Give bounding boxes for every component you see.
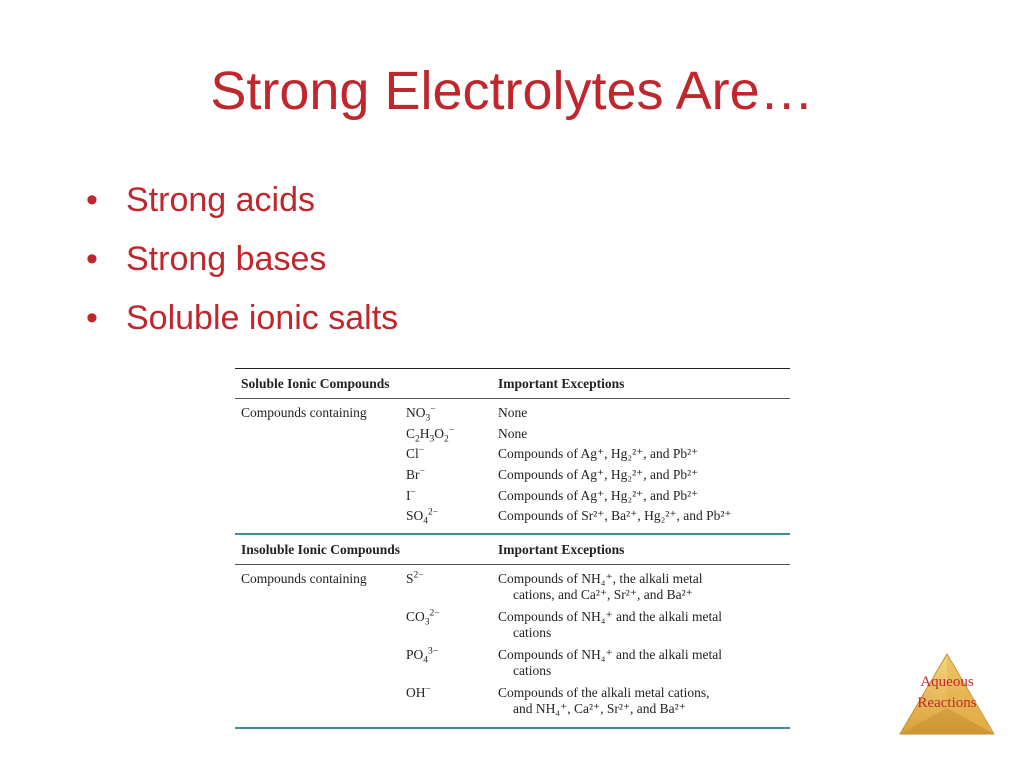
table-row [235,508,790,529]
bullet-item [86,180,398,239]
table-row [235,571,790,609]
row-label: Compounds containing [241,405,367,420]
bullet-text: Soluble ionic salts [126,299,399,337]
exception-cell: Compounds of NH₄⁺ and the alkali metal cations [498,609,723,641]
insoluble-header: Insoluble Ionic Compounds [241,541,401,557]
bullet-text: Strong bases [126,240,327,278]
ion-formula: $NO_3^-$ [406,404,436,424]
soluble-header-row [235,369,790,398]
bullet-text: Strong acids [126,181,315,219]
ion-formula: $PO_4^{3-}$ [406,646,439,666]
exceptions-header: Important Exceptions [498,375,625,391]
insoluble-header-row [235,535,790,564]
exception-cell: None [498,425,528,441]
exception-cell: None [498,405,528,420]
exceptions-header: Important Exceptions [498,541,625,557]
exception-cell: Compounds of Ag⁺, Hg₂²⁺, and Pb²⁺ [498,487,699,503]
bullet-list [86,180,398,357]
solubility-table [235,368,790,729]
ion-formula: $S^{2-}$ [406,570,424,587]
table-row [235,446,790,467]
exception-cell: Compounds of NH₄⁺, the alkali metal cations, and Ca²⁺, Sr²⁺, and Ba²⁺ [498,571,703,603]
ion-formula: OH− [406,684,431,701]
exception-cell: Compounds of Ag⁺, Hg₂²⁺, and Pb²⁺ [498,446,699,462]
bullet-marker: • [86,299,98,337]
table-row [235,405,790,426]
table-row [235,685,790,723]
table-row [235,647,790,685]
table-row [235,426,790,447]
table-row [235,609,790,647]
exception-cell: Compounds of Sr²⁺, Ba²⁺, Hg₂²⁺, and Pb²⁺ [498,508,732,524]
ion-formula: $CO_3^{2-}$ [406,608,440,628]
soluble-header: Soluble Ionic Compounds [241,375,390,391]
ion-formula: $SO_4^{2-}$ [406,507,439,528]
bullet-item [86,298,398,357]
row-label: Compounds containing [241,571,367,587]
soluble-section [235,399,790,533]
ion-formula: $C_2H_3O_2^-$ [406,425,455,445]
badge-label[interactable]: Aqueous Reactions [917,674,977,711]
ion-formula: Cl− [406,445,425,462]
table-row [235,467,790,488]
ion-formula: Br− [406,466,425,483]
exception-cell: Compounds of the alkali metal cations, and NH₄⁺, Ca²⁺, Sr²⁺, and Ba²⁺ [498,685,710,717]
table-rule [235,727,790,729]
insoluble-section [235,565,790,727]
exception-cell: Compounds of NH₄⁺ and the alkali metal cations [498,647,723,679]
slide-title: Strong Electrolytes Are… [210,61,814,121]
bullet-marker: • [86,181,98,219]
bullet-marker: • [86,240,98,278]
exception-cell: Compounds of Ag⁺, Hg₂²⁺, and Pb²⁺ [498,467,699,483]
ion-formula: I− [406,487,416,503]
bullet-item [86,239,398,298]
table-row [235,488,790,509]
